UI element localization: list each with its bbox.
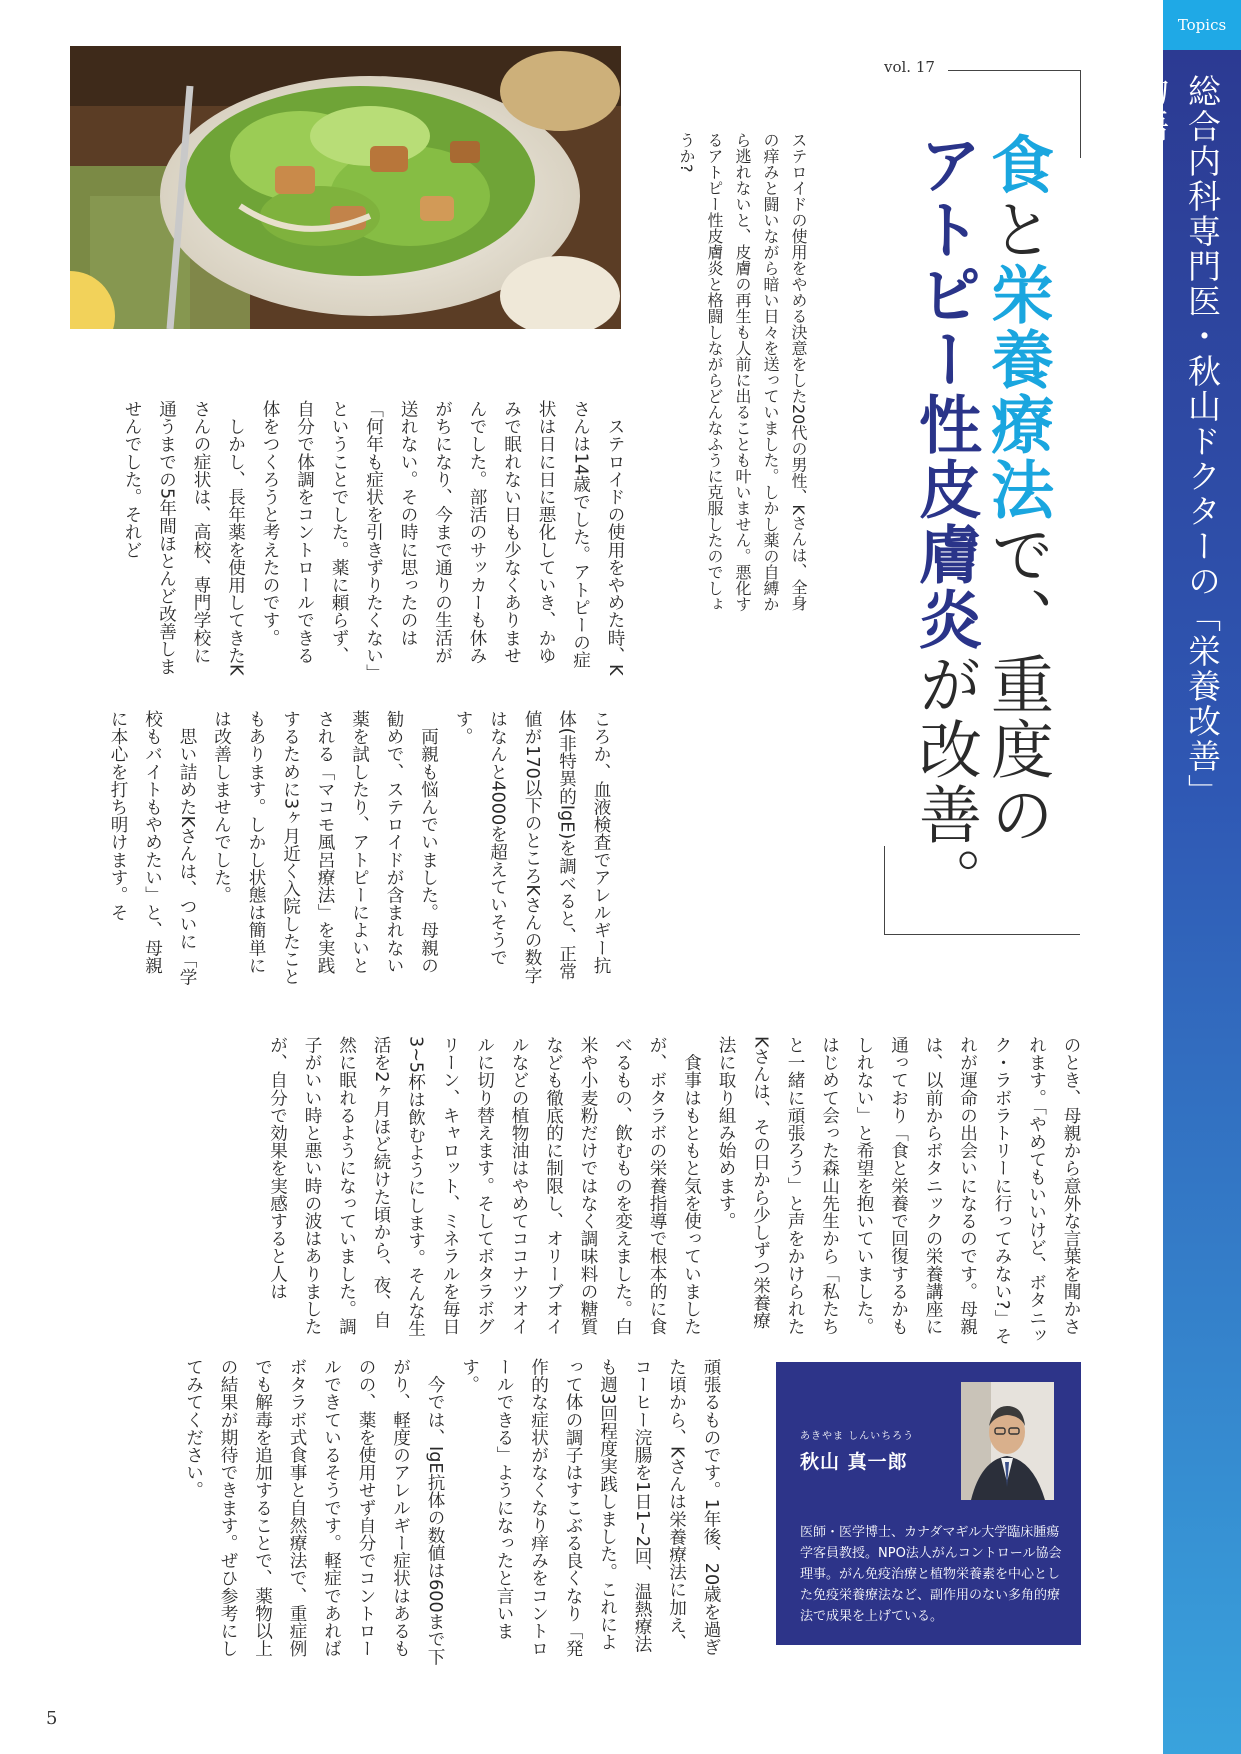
body-column-4: 頑張るものです。1年後、20歳を過ぎた頃から、Kさんは栄養療法に加え、コーヒー浣腸を1日1~2回、温熱療法も週3回程度実践しました。これによって体の調子はすこぶる良くなり「発作的な症状がなくなり痒みをコントロールできる」ようになったと言います。 今では、IgE抗体の数値は600まで下がり、軽度のアレルギー症状はあるものの、薬を使用せず自分でコントロールできているそうです。軽症であればボタラボ式食事と自然療法で、重症例でも解毒を追加することで、薬物以上の結果が期待できます。ぜひ参考にしてみてください。 [183,1358,721,1666]
doctor-profile [776,1362,1081,1645]
topics-tab: Topics [1163,0,1241,50]
salad-photo [70,46,621,329]
frame-rule [884,846,885,934]
doctor-portrait [961,1382,1054,1500]
doctor-name: 秋山 真一郎 [800,1451,908,1473]
headline-nutrition-therapy: 栄養療法 [981,262,1054,522]
lead-text: ステロイドの使用をやめる決意をした20代の男性、Kさんは、全身の痒みと闘いながら暗い日々を送っていました。しかし薬の自縛から逃れないと、皮膚の再生も人前に出ることも叶いません。悪化するアトピー性皮膚炎と格闘しながらどんなふうに克服したのでしょうか? [677,132,808,612]
headline-atopic-dermatitis: アトピー性皮膚炎 [909,132,982,652]
page-number: 5 [46,1708,58,1729]
doctor-bio: 医師・医学博士、カナダマギル大学臨床腫瘍学客員教授。NPO法人がんコントロール協会理事。がん免疫治療と植物栄養素を中心とした免疫栄養療法など、副作用のない多角的療法で成果を上げている。 [800,1525,1062,1624]
headline-line-2 [910,132,980,912]
headline-and: と [981,197,1054,262]
headline-food: 食 [981,132,1054,197]
series-title: 総合内科専門医・秋山ドクターの「栄養改善」物語 [1131,74,1222,793]
body-column-2: ころか、血液検査でアレルギー抗体(非特異的IgE)を調べると、正常値が170以下のところKさんの数字はなんと4000を超えていそうです。 両親も悩んでいました。母親の勧めで、ステロイドが含まれない薬を試したり、アトピーによいとされる「マコモ風呂療法」を実践するために3ヶ月近く入院したこともあります。しかし状態は簡単には改善しませんでした。 思い詰めたKさんは、ついに「学校もバイトもやめたい」と、母親に本心を打ち明けます。そ [108,710,611,986]
volume-label: vol. 17 [884,58,935,76]
doctor-name-ruby: あきやま しんいちろう [800,1431,915,1442]
frame-rule [948,70,1080,71]
frame-rule [884,934,1080,935]
frame-rule [1080,70,1081,158]
body-column-1: ステロイドの使用をやめた時、Kさんは14歳でした。アトピーの症状は日に日に悪化していき、かゆみで眠れない日も少なくありませんでした。部活のサッカーも休みがちになり、今まで通りの生活が送れない。その時に思ったのは「何年も症状を引きずりたくない」ということでした。薬に頼らず、自分で体調をコントロールできる体をつくろうと考えたのです。 しかし、長年薬を使用してきたKさんの症状は、高校、専門学校に通うまでの5年間ほとんど改善しませんでした。それど [122,400,625,676]
headline-improved: が改善。 [909,652,982,912]
body-column-3: のとき、母親から意外な言葉を聞かされます。「やめてもいいけど、ボタニック・ラボラトリーに行ってみない?」それが運命の出会いになるのです。母親は、以前からボタニックの栄養講座に通っており「食と栄養で回復するかもしれない」と希望を抱いていました。はじめて会った森山先生から「私たちと一緒に頑張ろう」と声をかけられたKさんは、その日から少しずつ栄養療法に取り組み始めます。 食事はもともと気を使っていましたが、ボタラボの栄養指導で根本的に食べるもの、飲むものを変えました。白米や小麦粉だけではなく調味料の糖質なども徹底的に制限し、オリーブオイルなどの植物油はやめてココナツオイルに切り替えます。そしてボタラボグリーン、キャロット、ミネラルを毎日3~5杯は飲むようにします。そんな生活を2ヶ月ほど続けた頃から、夜、自然に眠れるようになっていました。調子がいい時と悪い時の波はありましたが、自分で効果を実感すると人は [267,1036,1081,1345]
headline-severe: で、重度の [981,522,1054,847]
headline-line-1 [982,132,1052,847]
